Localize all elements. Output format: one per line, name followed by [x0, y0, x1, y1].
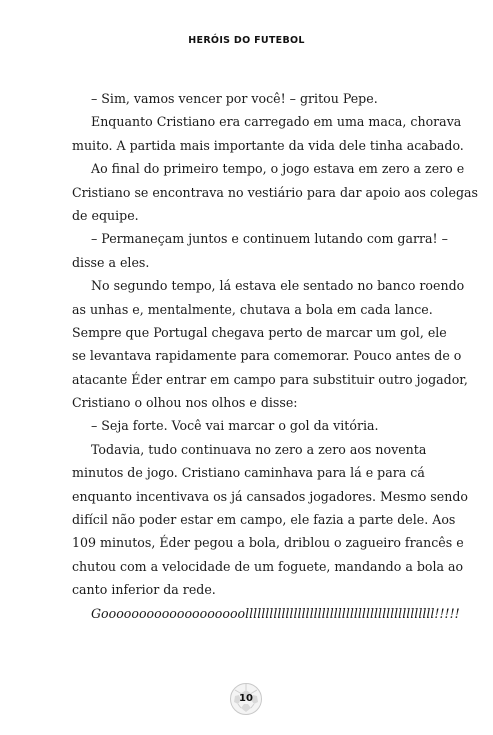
text-line: – Seja forte. Você vai marcar o gol da vitória.: [91, 418, 379, 434]
running-header: HERÓIS DO FUTEBOL: [188, 35, 305, 46]
page-number: 10: [239, 693, 253, 704]
text-line: disse a eles.: [72, 254, 150, 270]
text-line: atacante Éder entrar em campo para substituir outro jogador,: [72, 371, 468, 387]
text-line: se levantava rapidamente para comemorar. Pouco antes de o: [72, 348, 462, 364]
text-line: – Permaneçam juntos e continuem lutando com garra! –: [91, 231, 448, 247]
body-text: [72, 87, 479, 625]
goal-exclamation: Gooooooooooooooooooolllllllllllllllllllllllllllllllllllllllllllllll!!!!!: [91, 605, 460, 621]
text-line: Ao final do primeiro tempo, o jogo estava em zero a zero e: [91, 161, 465, 177]
text-line: Sempre que Portugal chegava perto de marcar um gol, ele: [72, 324, 447, 340]
text-line: enquanto incentivava os já cansados jogadores. Mesmo sendo: [72, 488, 468, 504]
text-line: Cristiano o olhou nos olhos e disse:: [72, 395, 298, 411]
text-line: difícil não poder estar em campo, ele fazia a parte dele. Aos: [72, 512, 456, 528]
text-line: Enquanto Cristiano era carregado em uma maca, chorava: [91, 114, 462, 130]
text-line: – Sim, vamos vencer por você! – gritou Pepe.: [91, 91, 378, 106]
text-line: No segundo tempo, lá estava ele sentado no banco roendo: [91, 278, 465, 294]
text-line: as unhas e, mentalmente, chutava a bola em cada lance.: [72, 301, 433, 317]
text-line: de equipe.: [72, 207, 139, 223]
text-line: canto inferior da rede.: [72, 582, 216, 598]
text-line: chutou com a velocidade de um foguete, mandando a bola ao: [72, 558, 464, 574]
page-footer: [229, 682, 263, 716]
text-line: 109 minutos, Éder pegou a bola, driblou o zagueiro francês e: [72, 535, 464, 551]
text-line: Todavia, tudo continuava no zero a zero aos noventa: [91, 441, 427, 457]
text-line: Cristiano se encontrava no vestiário para dar apoio aos colegas: [72, 184, 479, 200]
text-line: muito. A partida mais importante da vida dele tinha acabado.: [72, 137, 464, 153]
text-line: minutos de jogo. Cristiano caminhava para lá e para cá: [72, 465, 425, 481]
